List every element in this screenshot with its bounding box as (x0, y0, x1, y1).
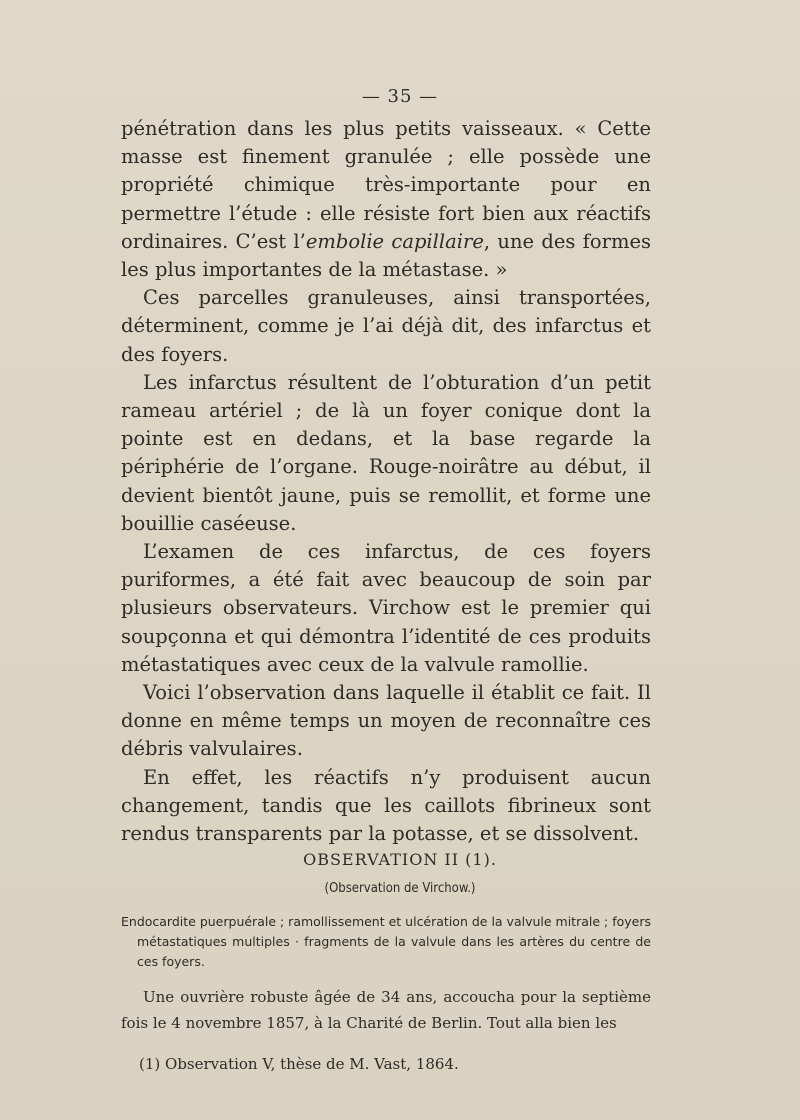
footnote: (1) Observation V, thèse de M. Vast, 1864. (139, 1055, 459, 1073)
paragraph-text: En effet, les réactifs n’y produisent aucun changement, tandis que les caillots fibrineux sont rendus transparents par la potasse, et se dissolvent. (121, 765, 651, 846)
paragraph (121, 538, 651, 679)
paragraph-text: Ces parcelles granuleuses, ainsi transportées, déterminent, comme je l’ai déjà dit, des infarctus et des foyers. (121, 286, 651, 366)
summary-line: Endocardite puerpuérale ; ramollissement et ulcération de la valvule mitrale ; foyers (121, 914, 651, 929)
paragraph-text: pénétration dans les plus petits vaisseaux. « Cette masse est finement granulée ; elle possède une propriété chimique très-importante pour en permettre l’étude : elle résiste fort bien aux réactifs ordinaires. C’est l’ (121, 117, 651, 253)
case-text (121, 984, 651, 1036)
paragraph (121, 679, 651, 764)
case-paragraph: Une ouvrière robuste âgée de 34 ans, accoucha pour la septième fois le 4 novembre 1857, à la Charité de Berlin. Tout alla bien les (121, 988, 651, 1032)
paragraph-text: , une des formes les plus importantes de la métastase. » (121, 229, 651, 282)
observation-title: OBSERVATION II (1). (303, 850, 497, 869)
observation-summary (121, 912, 651, 972)
body-text (121, 115, 651, 848)
page-number: — 35 — (361, 86, 439, 107)
paragraph (121, 115, 651, 284)
observation-source: (Observation de Virchow.) (324, 881, 476, 896)
paragraph (121, 284, 651, 369)
paragraph-text: Les infarctus résultent de l’obturation d’un petit rameau artériel ; de là un foyer conique dont la pointe est en dedans, et la base regarde la périphérie de l’organe. Rouge-noirâtre au début, il devient bientôt jaune, puis se remollit, et forme une bouillie caséeuse. (121, 370, 651, 535)
paragraph (121, 369, 651, 538)
paragraph-text: L’examen de ces infarctus, de ces foyers puriformes, a été fait avec beaucoup de soin par plusieurs observateurs. Virchow est le premier qui soupçonna et qui démontra l’identité de ces produits métastatiques avec ceux de la valvule ramollie. (121, 540, 651, 676)
summary-continuation: métastatiques multiples · fragments de la valvule dans les artères du centre de ces foyers. (137, 934, 651, 969)
paragraph-text: Voici l’observation dans laquelle il établit ce fait. Il donne en même temps un moyen de reconnaître ces débris valvulaires. (121, 681, 651, 761)
paragraph (121, 764, 651, 849)
emphasis-term: embolie capillaire (305, 229, 484, 253)
